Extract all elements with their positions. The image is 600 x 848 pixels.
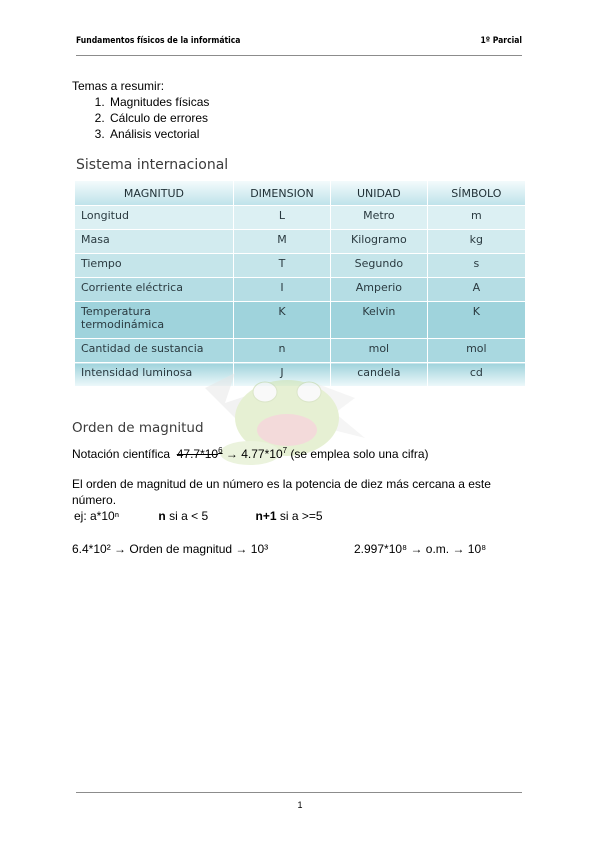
cell-simbolo: mol xyxy=(427,339,525,363)
cell-unidad: Kilogramo xyxy=(331,230,428,254)
cell-dimension: K xyxy=(233,302,330,339)
definition-paragraph: El orden de magnitud de un número es la potencia de diez más cercana a este número. xyxy=(72,477,491,507)
cell-magnitud: Tiempo xyxy=(75,254,233,278)
cell-unidad: candela xyxy=(331,363,428,387)
col-header-simbolo: SÍMBOLO xyxy=(427,181,525,206)
section-title-orden: Orden de magnitud xyxy=(72,420,204,436)
topic-item: 3. Análisis vectorial xyxy=(108,126,209,142)
col-header-dimension: DIMENSION xyxy=(233,181,330,206)
cell-dimension: M xyxy=(233,230,330,254)
cell-simbolo: kg xyxy=(427,230,525,254)
topics-ordered-list xyxy=(72,94,209,142)
cell-dimension: I xyxy=(233,278,330,302)
cell-dimension: T xyxy=(233,254,330,278)
cell-simbolo: K xyxy=(427,302,525,339)
cell-magnitud: Corriente eléctrica xyxy=(75,278,233,302)
cell-simbolo: A xyxy=(427,278,525,302)
table-header-row xyxy=(75,181,525,206)
cell-unidad: Metro xyxy=(331,206,428,230)
cell-dimension: n xyxy=(233,339,330,363)
rule-n: n xyxy=(158,509,166,523)
footer-rule xyxy=(76,792,522,793)
struck-exponent: 6 xyxy=(218,446,223,455)
rule-n-condition: si a < 5 xyxy=(169,509,209,523)
cell-dimension: L xyxy=(233,206,330,230)
topic-item: 1. Magnitudes físicas xyxy=(108,94,209,110)
scientific-notation-line xyxy=(72,443,429,462)
header-rule xyxy=(76,55,522,56)
header-term: 1º Parcial xyxy=(480,36,522,46)
notation-note: (se emplea solo una cifra) xyxy=(290,447,429,461)
table-row xyxy=(75,339,525,363)
notation-label: Notación científica xyxy=(72,447,171,461)
table-row xyxy=(75,254,525,278)
example-right: 2.997*10⁸ → o.m. → 10⁸ xyxy=(354,542,487,556)
cell-simbolo: s xyxy=(427,254,525,278)
example-left: 6.4*10² → Orden de magnitud → 10³ xyxy=(72,542,269,556)
cell-unidad: Kelvin xyxy=(331,302,428,339)
arrow: → xyxy=(225,447,238,461)
rule-n-plus-1: n+1 xyxy=(255,509,277,523)
rule-n1-condition: si a >=5 xyxy=(279,509,323,523)
frog-eye-shape xyxy=(253,382,277,402)
result-mantissa: 4.77*10 xyxy=(241,447,283,461)
cell-magnitud: Intensidad luminosa xyxy=(75,363,233,387)
col-header-unidad: UNIDAD xyxy=(331,181,428,206)
result-exponent: 7 xyxy=(282,446,288,455)
frog-mouth-shape xyxy=(257,414,317,446)
table-row xyxy=(75,302,525,339)
cell-unidad: Segundo xyxy=(331,254,428,278)
cell-magnitud: Cantidad de sustancia xyxy=(75,339,233,363)
table-row xyxy=(75,278,525,302)
header-course-title: Fundamentos físicos de la informática xyxy=(76,36,241,46)
cell-magnitud: Longitud xyxy=(75,206,233,230)
topics-list xyxy=(72,78,209,142)
section-title-si: Sistema internacional xyxy=(76,157,229,173)
topics-heading: Temas a resumir: xyxy=(72,79,165,93)
struck-value xyxy=(177,447,223,461)
cell-unidad: mol xyxy=(331,339,428,363)
cell-magnitud: Masa xyxy=(75,230,233,254)
topic-item: 2. Cálculo de errores xyxy=(108,110,209,126)
cell-simbolo: m xyxy=(427,206,525,230)
cell-magnitud: Temperatura termodinámica xyxy=(75,302,233,339)
table-row xyxy=(75,230,525,254)
col-header-magnitud: MAGNITUD xyxy=(75,181,233,206)
struck-mantissa: 47.7*10 xyxy=(176,447,219,461)
page-number: 1 xyxy=(297,800,303,810)
si-units-table xyxy=(75,181,525,386)
cell-unidad: Amperio xyxy=(331,278,428,302)
cell-simbolo: cd xyxy=(427,363,525,387)
cell-dimension: J xyxy=(233,363,330,387)
rule-line xyxy=(74,508,323,524)
page-header xyxy=(76,36,522,50)
frog-eye-shape xyxy=(297,382,321,402)
rule-example: ej: a*10ⁿ xyxy=(74,509,120,523)
table-row xyxy=(75,206,525,230)
